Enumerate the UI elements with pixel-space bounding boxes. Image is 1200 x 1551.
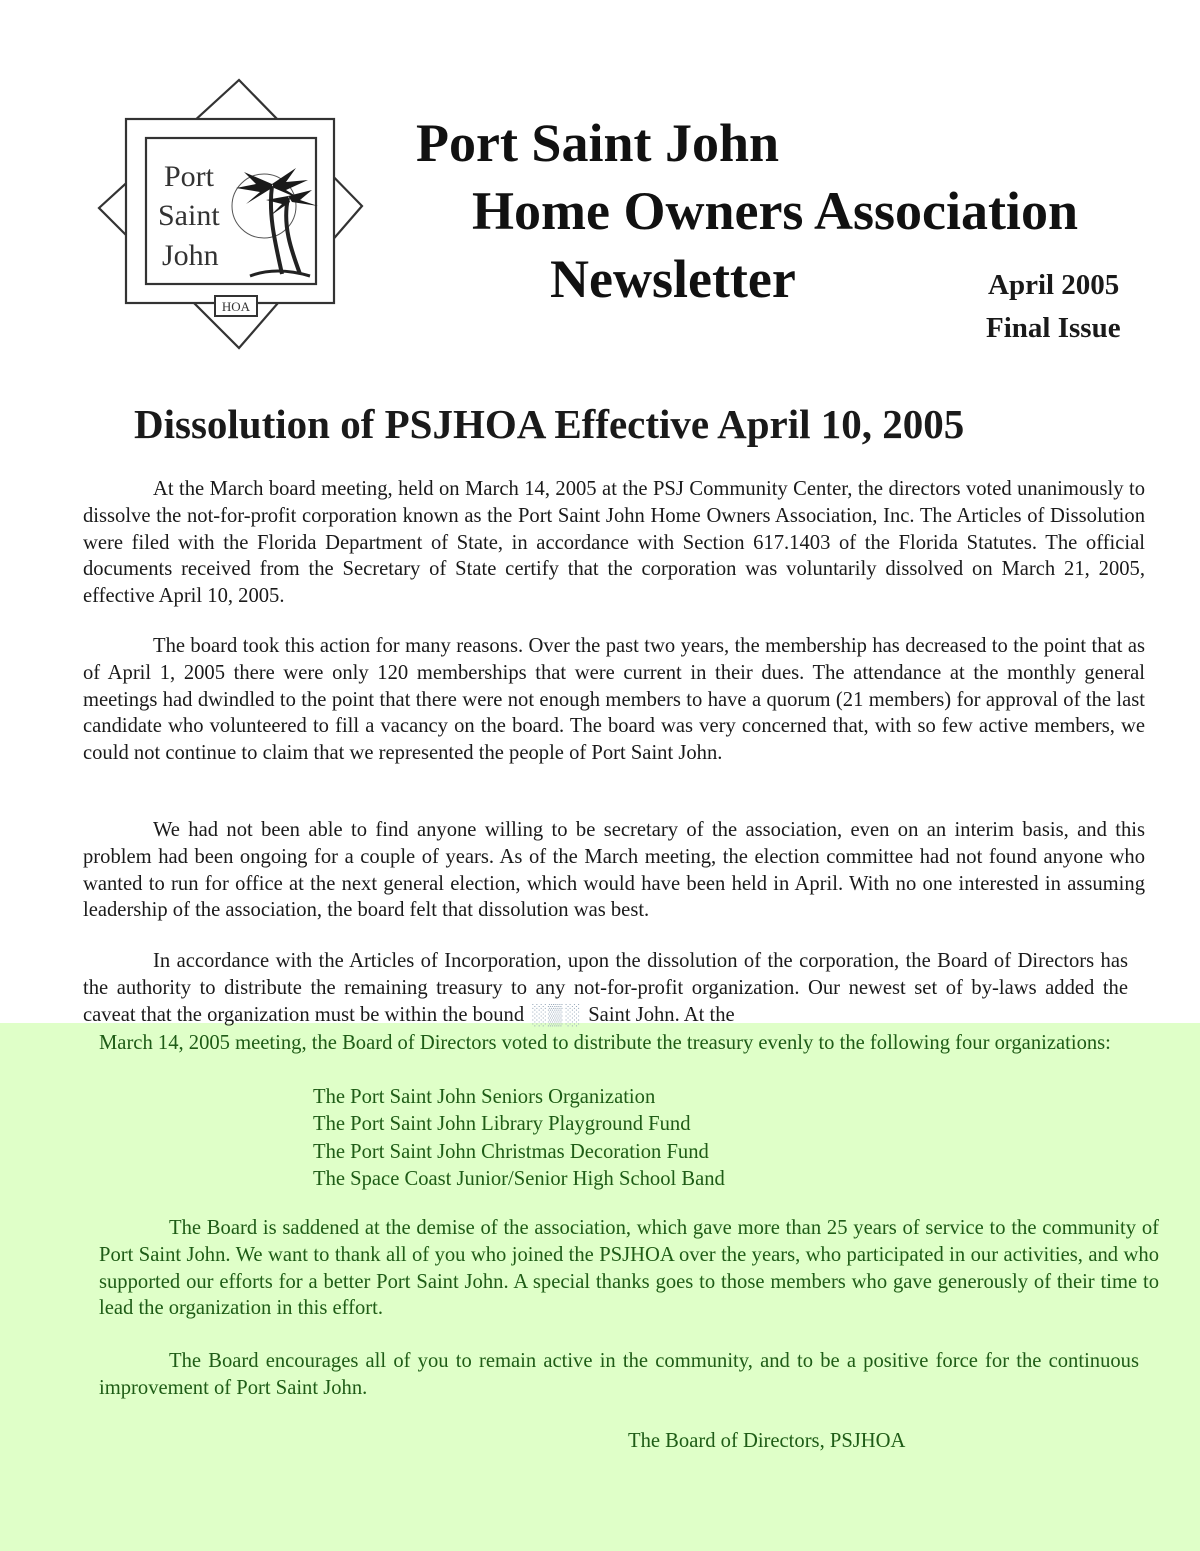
masthead-title-line-3: Newsletter (550, 249, 796, 309)
paragraph-text: The Board is saddened at the demise of the association, which gave more than 25 years of service to the community of Port Saint John. We want to thank all of you who joined the PSJHOA over the years, who participated in our activities, and who supported our efforts for a better Port Saint John. A special thanks goes to those members who gave generously of their time to lead the organization in this effort. (99, 1217, 1159, 1320)
logo-text-john: John (162, 239, 219, 272)
logo-hoa-badge: HOA (221, 299, 251, 314)
logo-text-port: Port (164, 160, 215, 193)
issue-date: April 2005 (988, 269, 1120, 301)
logo-text-saint: Saint (158, 199, 220, 232)
paragraph-text-tail: Saint John. At the (588, 1003, 735, 1026)
list-item: The Port Saint John Library Playground Fund (313, 1113, 691, 1136)
paragraph-thanks (99, 1215, 1159, 1322)
paragraph-treasury-lower: March 14, 2005 meeting, the Board of Directors voted to distribute the treasury evenly to the following four organizations: (99, 1032, 1111, 1054)
list-item: The Space Coast Junior/Senior High School Band (313, 1167, 725, 1190)
organization-list (313, 1084, 725, 1193)
paragraph-board-meeting (83, 476, 1145, 610)
article-headline: Dissolution of PSJHOA Effective April 10, 2005 (134, 401, 965, 447)
paragraph-text: At the March board meeting, held on March 14, 2005 at the PSJ Community Center, the directors voted unanimously to dissolve the not-for-profit corporation known as the Port Saint John Home Owners Association, Inc. The Articles of Dissolution were filed with the Florida Department of State, in accordance with Section 617.1403 of the Florida Statutes. The official documents received from the Secretary of State certify that the corporation was voluntarily dissolved on March 21, 2005, effective April 10, 2005. (83, 478, 1145, 608)
paragraph-text: The Board encourages all of you to remain active in the community, and to be a positive force for the continuous improvement of Port Saint John. (99, 1350, 1139, 1399)
paragraph-reasons (83, 633, 1145, 767)
list-item: The Port Saint John Seniors Organization (313, 1086, 656, 1108)
issue-label: Final Issue (986, 312, 1121, 344)
paragraph-treasury-upper (83, 948, 1128, 1028)
paragraph-text: The board took this action for many reasons. Over the past two years, the membership has decreased to the point that as of April 1, 2005 there were only 120 memberships that were current in their dues. The attendance at the monthly general meetings had dwindled to the point that there were not enough members to have a quorum (21 members) for approval of the last candidate who volunteered to fill a vacancy on the board. The board was very concerned that, with so few active members, we could not continue to claim that we represented the people of Port Saint John. (83, 635, 1145, 765)
paragraph-text: We had not been able to find anyone willing to be secretary of the association, even on an interim basis, and this problem had been ongoing for a couple of years. As of the March meeting, the election committee had not found anyone who wanted to run for office at the next general election, which would have been held in April. With no one interested in assuming leadership of the association, the board felt that dissolution was best. (83, 819, 1145, 922)
association-logo (96, 76, 366, 351)
list-item: The Port Saint John Christmas Decoration Fund (313, 1140, 709, 1163)
paragraph-leadership (83, 817, 1145, 924)
scan-artifact: ░▒░ (524, 1003, 589, 1026)
masthead-title-line-2: Home Owners Association (472, 181, 1078, 241)
paragraph-text: In accordance with the Articles of Incorporation, upon the dissolution of the corporation, the Board of Directors has the authority to distribute the remaining treasury to any not-for-profit organization. Our newest set of by-laws added the caveat that the organization must be within the bound (83, 950, 1128, 1026)
signature: The Board of Directors, PSJHOA (628, 1430, 906, 1452)
masthead-title-line-1: Port Saint John (416, 113, 780, 173)
paragraph-encouragement (99, 1348, 1139, 1402)
